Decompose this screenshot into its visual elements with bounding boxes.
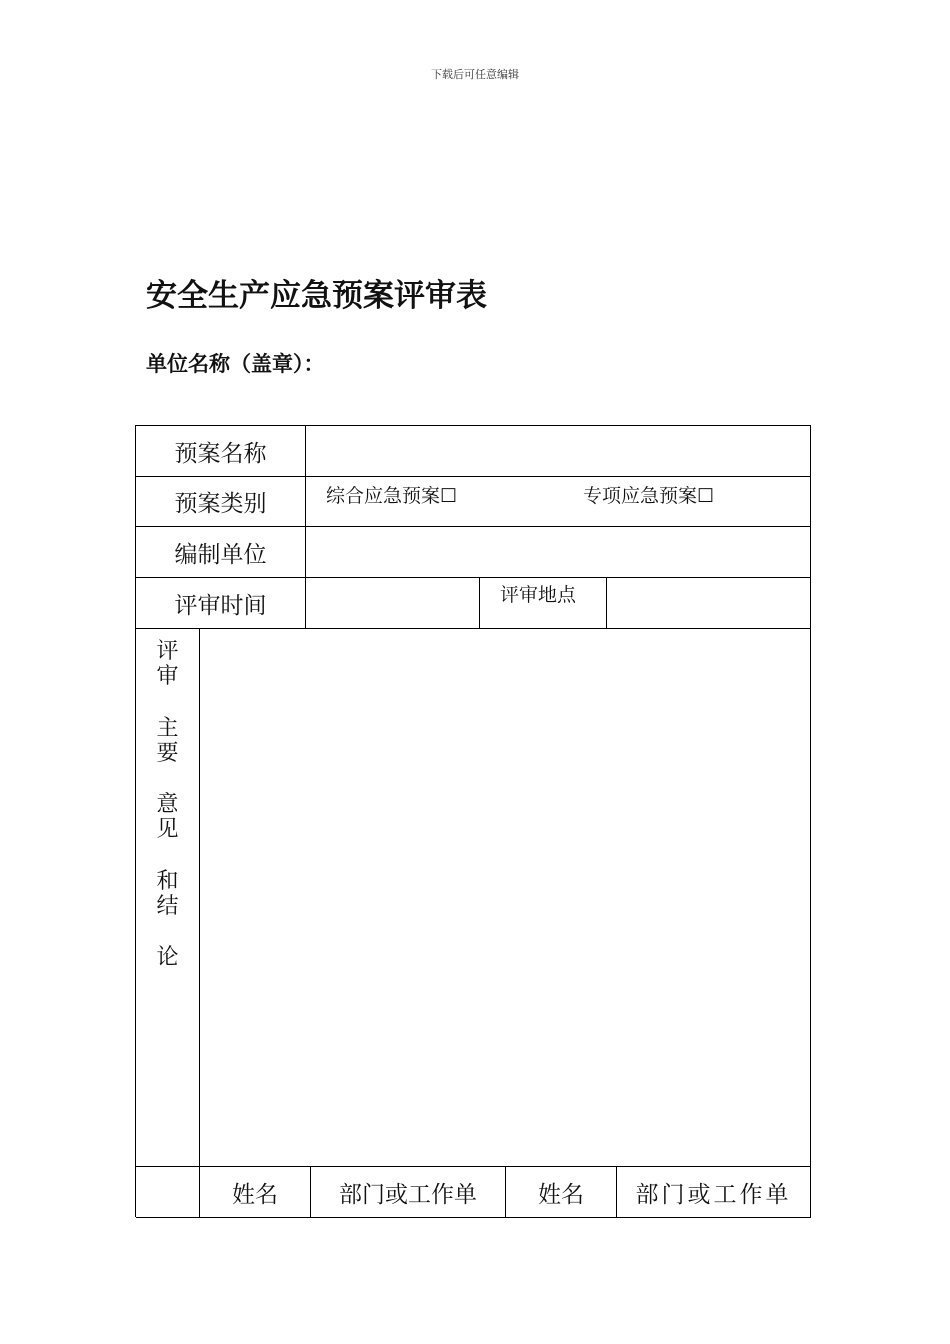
opinion-field[interactable] bbox=[200, 629, 811, 1167]
page-title: 安全生产应急预案评审表 bbox=[146, 278, 487, 314]
opinion-label-vertical bbox=[136, 629, 200, 1167]
opinion-char: 意 bbox=[156, 792, 179, 818]
plan-name-field[interactable] bbox=[306, 426, 811, 477]
review-place-label: 评审地点 bbox=[480, 578, 607, 629]
compiler-label: 编制单位 bbox=[136, 527, 306, 578]
opinion-char: 见 bbox=[156, 817, 179, 843]
footer-header-name-2: 姓名 bbox=[506, 1167, 617, 1218]
header-note: 下载后可任意编辑 bbox=[431, 68, 519, 81]
opinion-char: 评 bbox=[156, 639, 179, 664]
opinion-char: 结 bbox=[156, 894, 179, 920]
opinion-char: 论 bbox=[156, 945, 179, 971]
unit-name-label: 单位名称（盖章）： bbox=[146, 352, 325, 376]
opinion-char: 主 bbox=[156, 715, 179, 741]
plan-type-field bbox=[306, 477, 811, 527]
opinion-char: 要 bbox=[156, 740, 179, 766]
footer-header-name: 姓名 bbox=[200, 1167, 311, 1218]
plan-type-option-special[interactable]: 专项应急预案☐ bbox=[583, 485, 715, 507]
footer-header-department-2: 部门或工作单 bbox=[617, 1167, 811, 1218]
review-time-label: 评审时间 bbox=[136, 578, 306, 629]
opinion-char: 审 bbox=[156, 664, 179, 690]
review-form-table bbox=[135, 425, 811, 1217]
plan-type-label: 预案类别 bbox=[136, 477, 306, 527]
opinion-char: 和 bbox=[156, 868, 179, 894]
plan-name-label: 预案名称 bbox=[136, 426, 306, 477]
plan-type-option-comprehensive[interactable]: 综合应急预案☐ bbox=[326, 485, 458, 507]
footer-header-department: 部门或工作单 bbox=[311, 1167, 506, 1218]
review-time-field[interactable] bbox=[306, 578, 480, 629]
footer-blank-cell bbox=[136, 1167, 200, 1218]
review-place-field[interactable] bbox=[607, 578, 811, 629]
compiler-field[interactable] bbox=[306, 527, 811, 578]
